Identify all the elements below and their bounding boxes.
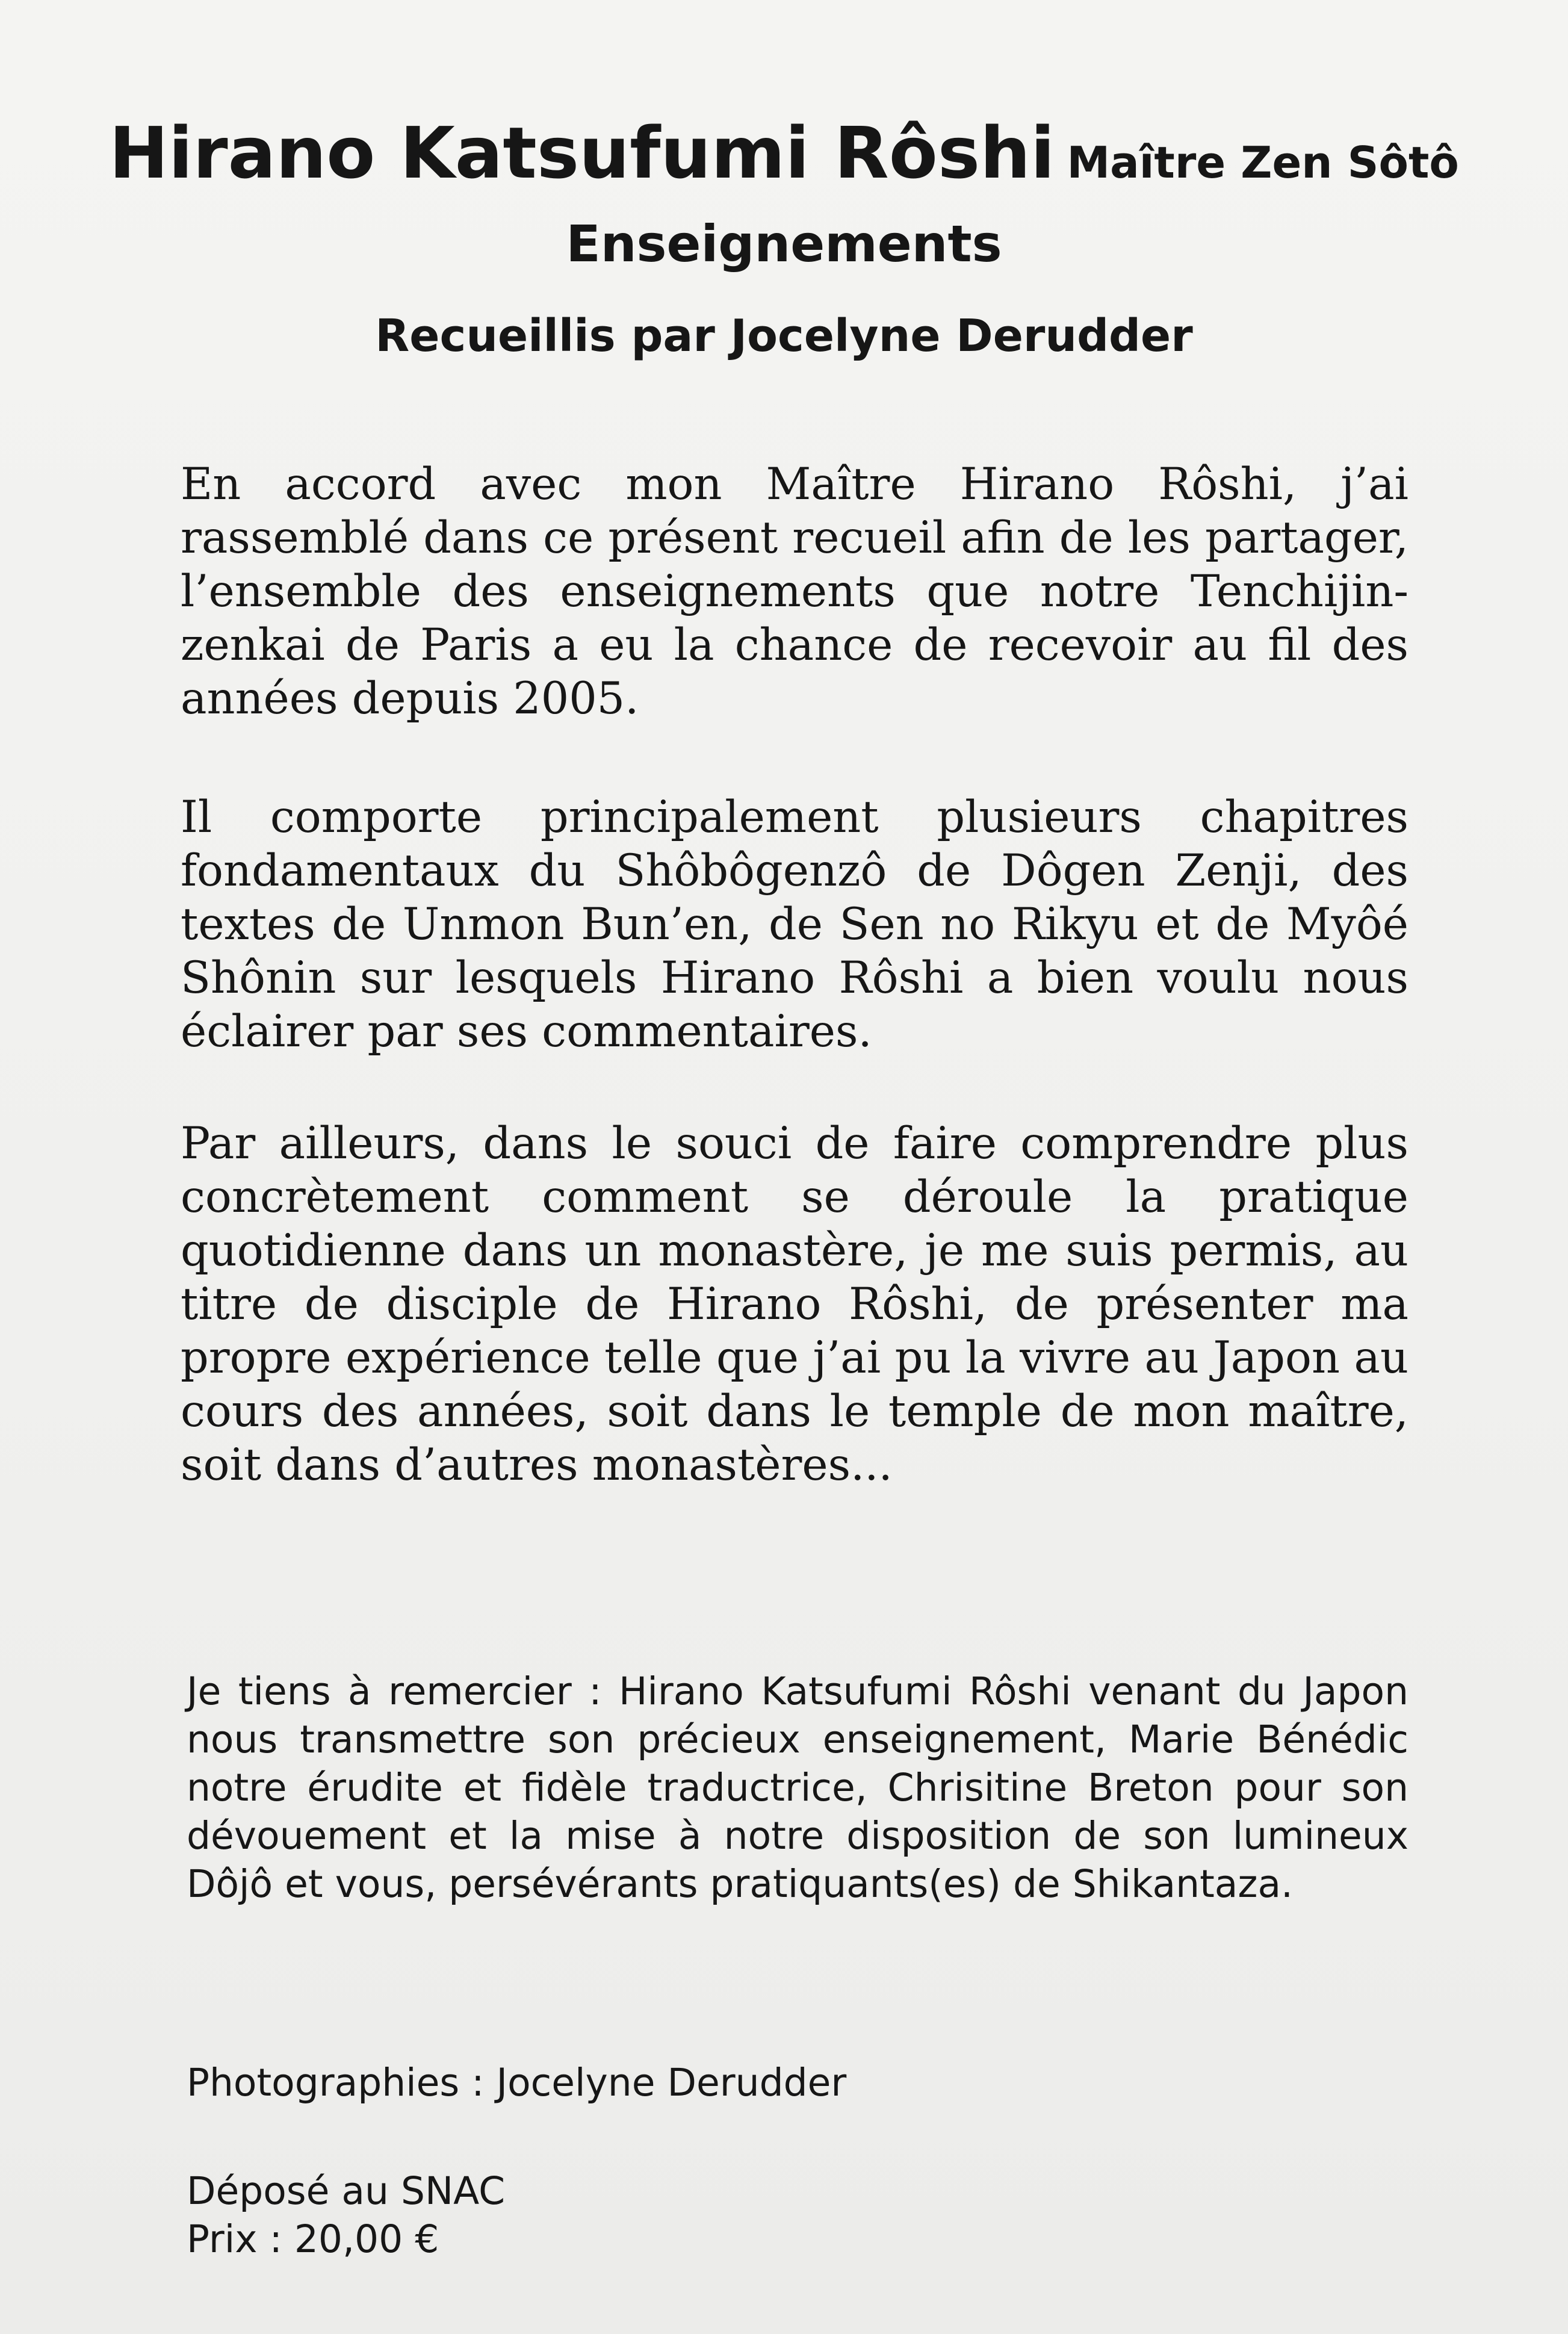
book-title: Hirano Katsufumi Rôshi	[109, 111, 1055, 194]
paragraph-contents: Il comporte principalement plusieurs chapitres fondamentaux du Shôbôgenzô de Dôgen Zenji, des textes de Unmon Bun’en, de Sen no Rikyu et de Myôé Shônin sur lesquels Hirano Rôshi a bien voulu nous éclairer par ses commentaires.	[181, 792, 1408, 1057]
byline: Recueillis par Jocelyne Derudder	[375, 310, 1193, 362]
price: Prix : 20,00 €	[187, 2217, 439, 2261]
acknowledgements: Je tiens à remercier : Hirano Katsufumi Rôshi venant du Japon nous transmettre son précieux enseignement, Marie Bénédic notre érudite et fidèle traductrice, Chrisitine Breton pour son dévouement et la mise à notre disposition de son lumineux Dôjô et vous, persévérants pratiquants(es) de Shikantaza.	[187, 1669, 1408, 1906]
title-block	[0, 111, 1568, 362]
paragraph-intro: En accord avec mon Maître Hirano Rôshi, j’ai rassemblé dans ce présent recueil afin de les partager, l’ensemble des enseignements que notre Tenchijin-zenkai de Paris a eu la chance de recevoir au fil des années depuis 2005.	[181, 459, 1408, 724]
deposit-notice: Déposé au SNAC	[187, 2169, 506, 2213]
book-subtitle: Enseignements	[566, 214, 1002, 273]
paragraph-experience: Par ailleurs, dans le souci de faire comprendre plus concrètement comment se déroule la pratique quotidienne dans un monastère, je me suis permis, au titre de disciple de Hirano Rôshi, de présenter ma propre expérience telle que j’ai pu la vivre au Japon au cours des années, soit dans le temple de mon maître, soit dans d’autres monastères...	[181, 1118, 1408, 1491]
title-suffix: Maître Zen Sôtô	[1067, 137, 1459, 188]
title-line	[0, 111, 1568, 194]
photo-credit: Photographies : Jocelyne Derudder	[187, 2061, 847, 2105]
